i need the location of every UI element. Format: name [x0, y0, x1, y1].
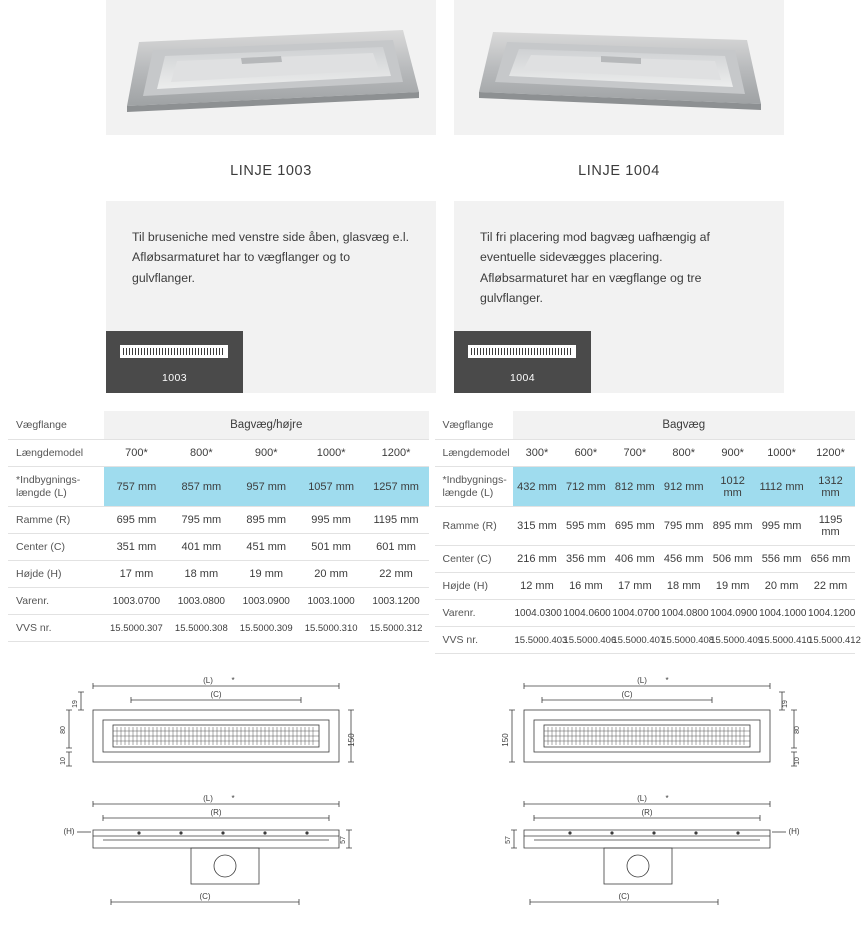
cell-laengdemodel: 900*	[234, 440, 299, 467]
table-row	[8, 561, 429, 588]
cell-indbygningslaengde: 1312 mm	[806, 467, 855, 507]
dim-label-H: (H)	[787, 827, 800, 837]
cell-indbygningslaengde: 432 mm	[513, 467, 562, 507]
cell-indbygningslaengde: 1012 mm	[708, 467, 757, 507]
thumbnail-label-1003: 1003	[162, 371, 187, 384]
dim-label-R: (R)	[640, 808, 653, 818]
drawing-row-side-views	[0, 790, 863, 920]
cell-vvsnr: 15.5000.403	[513, 627, 562, 654]
drawing-row-top-views	[0, 670, 863, 790]
technical-drawings	[0, 654, 863, 920]
cell-vvsnr: 15.5000.312	[364, 615, 429, 642]
cell-vvsnr: 15.5000.309	[234, 615, 299, 642]
dim-label-19: 19	[71, 700, 79, 709]
product-description-1004-line1: Til fri placering mod bagvæg uafhængig af eventuelle sidevægges placering.	[480, 230, 710, 265]
thumbnail-drain-bar	[468, 345, 576, 358]
dim-label-L: (L)	[202, 676, 213, 686]
dim-label-150: 150	[500, 733, 510, 747]
dim-label-C: (C)	[620, 690, 633, 700]
dim-label-80: 80	[59, 726, 67, 735]
cell-indbygningslaengde: 1257 mm	[364, 467, 429, 507]
dim-label-10: 10	[59, 757, 67, 766]
cell-ramme: 1195 mm	[806, 507, 855, 546]
cell-ramme: 595 mm	[561, 507, 610, 546]
cell-varenr: 1004.0300	[513, 600, 562, 627]
cell-ramme: 995 mm	[757, 507, 806, 546]
dim-label-H: (H)	[62, 827, 75, 837]
cell-hoejde: 22 mm	[364, 561, 429, 588]
cell-laengdemodel: 1200*	[806, 440, 855, 467]
dim-label-L-star: *	[664, 676, 669, 686]
cell-center: 456 mm	[659, 546, 708, 573]
cell-center: 216 mm	[513, 546, 562, 573]
product-thumbnail-1003	[106, 331, 243, 393]
cell-indbygningslaengde: 757 mm	[104, 467, 169, 507]
table-row	[435, 600, 856, 627]
dim-label-L: (L)	[202, 794, 213, 804]
cell-indbygningslaengde: 1112 mm	[757, 467, 806, 507]
cell-ramme: 895 mm	[234, 507, 299, 534]
product-description-block-1003	[106, 201, 436, 393]
row-label-center: Center (C)	[8, 534, 104, 561]
cell-laengdemodel: 1200*	[364, 440, 429, 467]
table-row	[8, 440, 429, 467]
cell-varenr: 1003.0900	[234, 588, 299, 615]
row-label-vaegflange: Vægflange	[435, 411, 513, 440]
cell-ramme: 695 mm	[610, 507, 659, 546]
spec-table-1003	[8, 411, 429, 642]
cell-laengdemodel: 900*	[708, 440, 757, 467]
cell-hoejde: 18 mm	[659, 573, 708, 600]
table-row	[435, 467, 856, 507]
cell-laengdemodel: 700*	[104, 440, 169, 467]
cell-hoejde: 12 mm	[513, 573, 562, 600]
cell-ramme: 895 mm	[708, 507, 757, 546]
cell-center: 356 mm	[561, 546, 610, 573]
row-label-vvsnr: VVS nr.	[8, 615, 104, 642]
table-row	[435, 546, 856, 573]
cell-hoejde: 18 mm	[169, 561, 234, 588]
row-label-hoejde: Højde (H)	[435, 573, 513, 600]
cell-ramme: 315 mm	[513, 507, 562, 546]
dim-label-R: (R)	[209, 808, 222, 818]
drawing-top-view-1004	[431, 670, 862, 790]
cell-vvsnr: 15.5000.408	[659, 627, 708, 654]
cell-hoejde: 20 mm	[757, 573, 806, 600]
dim-label-L: (L)	[636, 794, 647, 804]
table-row	[435, 507, 856, 546]
dim-label-19: 19	[781, 700, 789, 709]
dim-label-L-star: *	[664, 794, 669, 804]
dim-label-10: 10	[793, 757, 801, 766]
cell-laengdemodel: 700*	[610, 440, 659, 467]
row-label-hoejde: Højde (H)	[8, 561, 104, 588]
cell-varenr: 1004.0700	[610, 600, 659, 627]
row-label-ramme: Ramme (R)	[435, 507, 513, 546]
product-photo-1004	[454, 0, 784, 135]
table-row	[8, 534, 429, 561]
dim-label-80: 80	[793, 726, 801, 735]
cell-center: 351 mm	[104, 534, 169, 561]
row-label-ramme: Ramme (R)	[8, 507, 104, 534]
cell-varenr: 1004.1200	[806, 600, 855, 627]
thumbnail-drain-bar	[120, 345, 228, 358]
cell-laengdemodel: 300*	[513, 440, 562, 467]
side-view-svg-right	[482, 790, 812, 918]
cell-center: 451 mm	[234, 534, 299, 561]
cell-hoejde: 19 mm	[708, 573, 757, 600]
cell-indbygningslaengde: 712 mm	[561, 467, 610, 507]
thumbnail-label-1004: 1004	[510, 371, 535, 384]
cell-laengdemodel: 800*	[659, 440, 708, 467]
cell-varenr: 1003.0700	[104, 588, 169, 615]
cell-vvsnr: 15.5000.407	[610, 627, 659, 654]
cell-vvsnr: 15.5000.409	[708, 627, 757, 654]
dim-label-C: (C)	[198, 892, 211, 902]
row-label-laengdemodel: Længdemodel	[8, 440, 104, 467]
dim-label-C: (C)	[209, 690, 222, 700]
table-row	[8, 588, 429, 615]
cell-vvsnr: 15.5000.310	[299, 615, 364, 642]
product-photo-1003	[106, 0, 436, 135]
product-description-block-1004	[454, 201, 784, 393]
cell-hoejde: 22 mm	[806, 573, 855, 600]
dim-label-150: 150	[346, 733, 356, 747]
row-label-varenr: Varenr.	[8, 588, 104, 615]
dim-label-57: 57	[339, 836, 347, 845]
row-label-vaegflange: Vægflange	[8, 411, 104, 440]
product-title-1004: LINJE 1004	[578, 163, 660, 179]
cell-vvsnr: 15.5000.412	[806, 627, 855, 654]
dim-label-L: (L)	[636, 676, 647, 686]
top-view-svg-right	[482, 670, 812, 780]
cell-indbygningslaengde: 957 mm	[234, 467, 299, 507]
cell-varenr: 1003.1000	[299, 588, 364, 615]
side-view-svg-left	[51, 790, 381, 918]
row-label-laengdemodel: Længdemodel	[435, 440, 513, 467]
cell-varenr: 1004.0600	[561, 600, 610, 627]
product-description-1003: Til bruseniche med venstre side åben, glasvæg e.l. Afløbsarmaturet har to vægflanger og to gulvflanger.	[132, 230, 410, 285]
row-label-center: Center (C)	[435, 546, 513, 573]
cell-vvsnr: 15.5000.308	[169, 615, 234, 642]
cell-hoejde: 17 mm	[104, 561, 169, 588]
cell-varenr: 1004.0900	[708, 600, 757, 627]
cell-ramme: 695 mm	[104, 507, 169, 534]
row-label-indbygningslaengde: *Indbygnings-længde (L)	[435, 467, 513, 507]
cell-center: 506 mm	[708, 546, 757, 573]
table-row	[435, 627, 856, 654]
table-row	[435, 411, 856, 440]
group-header-bagvaeg: Bagvæg	[513, 411, 856, 440]
cell-ramme: 995 mm	[299, 507, 364, 534]
top-view-svg-left	[51, 670, 381, 780]
cell-laengdemodel: 1000*	[757, 440, 806, 467]
cell-vvsnr: 15.5000.307	[104, 615, 169, 642]
cell-indbygningslaengde: 912 mm	[659, 467, 708, 507]
product-cards	[0, 0, 863, 393]
table-row	[8, 467, 429, 507]
cell-hoejde: 17 mm	[610, 573, 659, 600]
product-thumbnail-1004	[454, 331, 591, 393]
drawing-side-view-1003	[0, 790, 431, 920]
cell-vvsnr: 15.5000.410	[757, 627, 806, 654]
drain-photo-illustration-right	[469, 10, 769, 125]
row-label-vvsnr: VVS nr.	[435, 627, 513, 654]
cell-center: 406 mm	[610, 546, 659, 573]
cell-indbygningslaengde: 1057 mm	[299, 467, 364, 507]
spec-table-1004	[435, 411, 861, 654]
cell-laengdemodel: 800*	[169, 440, 234, 467]
cell-center: 556 mm	[757, 546, 806, 573]
thumbnail-grate-pattern	[471, 348, 573, 355]
cell-center: 401 mm	[169, 534, 234, 561]
cell-center: 656 mm	[806, 546, 855, 573]
cell-laengdemodel: 600*	[561, 440, 610, 467]
dim-label-L-star: *	[230, 794, 235, 804]
product-card-1004	[454, 0, 784, 393]
cell-laengdemodel: 1000*	[299, 440, 364, 467]
specification-tables	[0, 393, 863, 654]
dim-label-57: 57	[504, 836, 512, 845]
row-label-indbygningslaengde: *Indbygnings-længde (L)	[8, 467, 104, 507]
drain-photo-illustration-left	[121, 10, 421, 125]
cell-center: 501 mm	[299, 534, 364, 561]
cell-ramme: 1195 mm	[364, 507, 429, 534]
cell-indbygningslaengde: 812 mm	[610, 467, 659, 507]
table-row	[435, 573, 856, 600]
cell-hoejde: 19 mm	[234, 561, 299, 588]
cell-varenr: 1004.1000	[757, 600, 806, 627]
cell-varenr: 1003.1200	[364, 588, 429, 615]
dim-label-C: (C)	[617, 892, 630, 902]
table-row	[8, 507, 429, 534]
cell-varenr: 1003.0800	[169, 588, 234, 615]
thumbnail-grate-pattern	[123, 348, 225, 355]
cell-hoejde: 20 mm	[299, 561, 364, 588]
cell-hoejde: 16 mm	[561, 573, 610, 600]
product-description-1004-line2: Afløbsarmaturet har en vægflange og tre gulvflanger.	[480, 270, 702, 305]
cell-ramme: 795 mm	[659, 507, 708, 546]
product-card-1003	[106, 0, 436, 393]
table-row	[8, 615, 429, 642]
cell-indbygningslaengde: 857 mm	[169, 467, 234, 507]
cell-ramme: 795 mm	[169, 507, 234, 534]
dim-label-L-star: *	[230, 676, 235, 686]
drawing-side-view-1004	[431, 790, 862, 920]
table-row	[435, 440, 856, 467]
drawing-top-view-1003	[0, 670, 431, 790]
cell-varenr: 1004.0800	[659, 600, 708, 627]
row-label-varenr: Varenr.	[435, 600, 513, 627]
cell-center: 601 mm	[364, 534, 429, 561]
table-row	[8, 411, 429, 440]
product-title-1003: LINJE 1003	[230, 163, 312, 179]
cell-vvsnr: 15.5000.406	[561, 627, 610, 654]
group-header-bagvaeg-hoejre: Bagvæg/højre	[104, 411, 429, 440]
